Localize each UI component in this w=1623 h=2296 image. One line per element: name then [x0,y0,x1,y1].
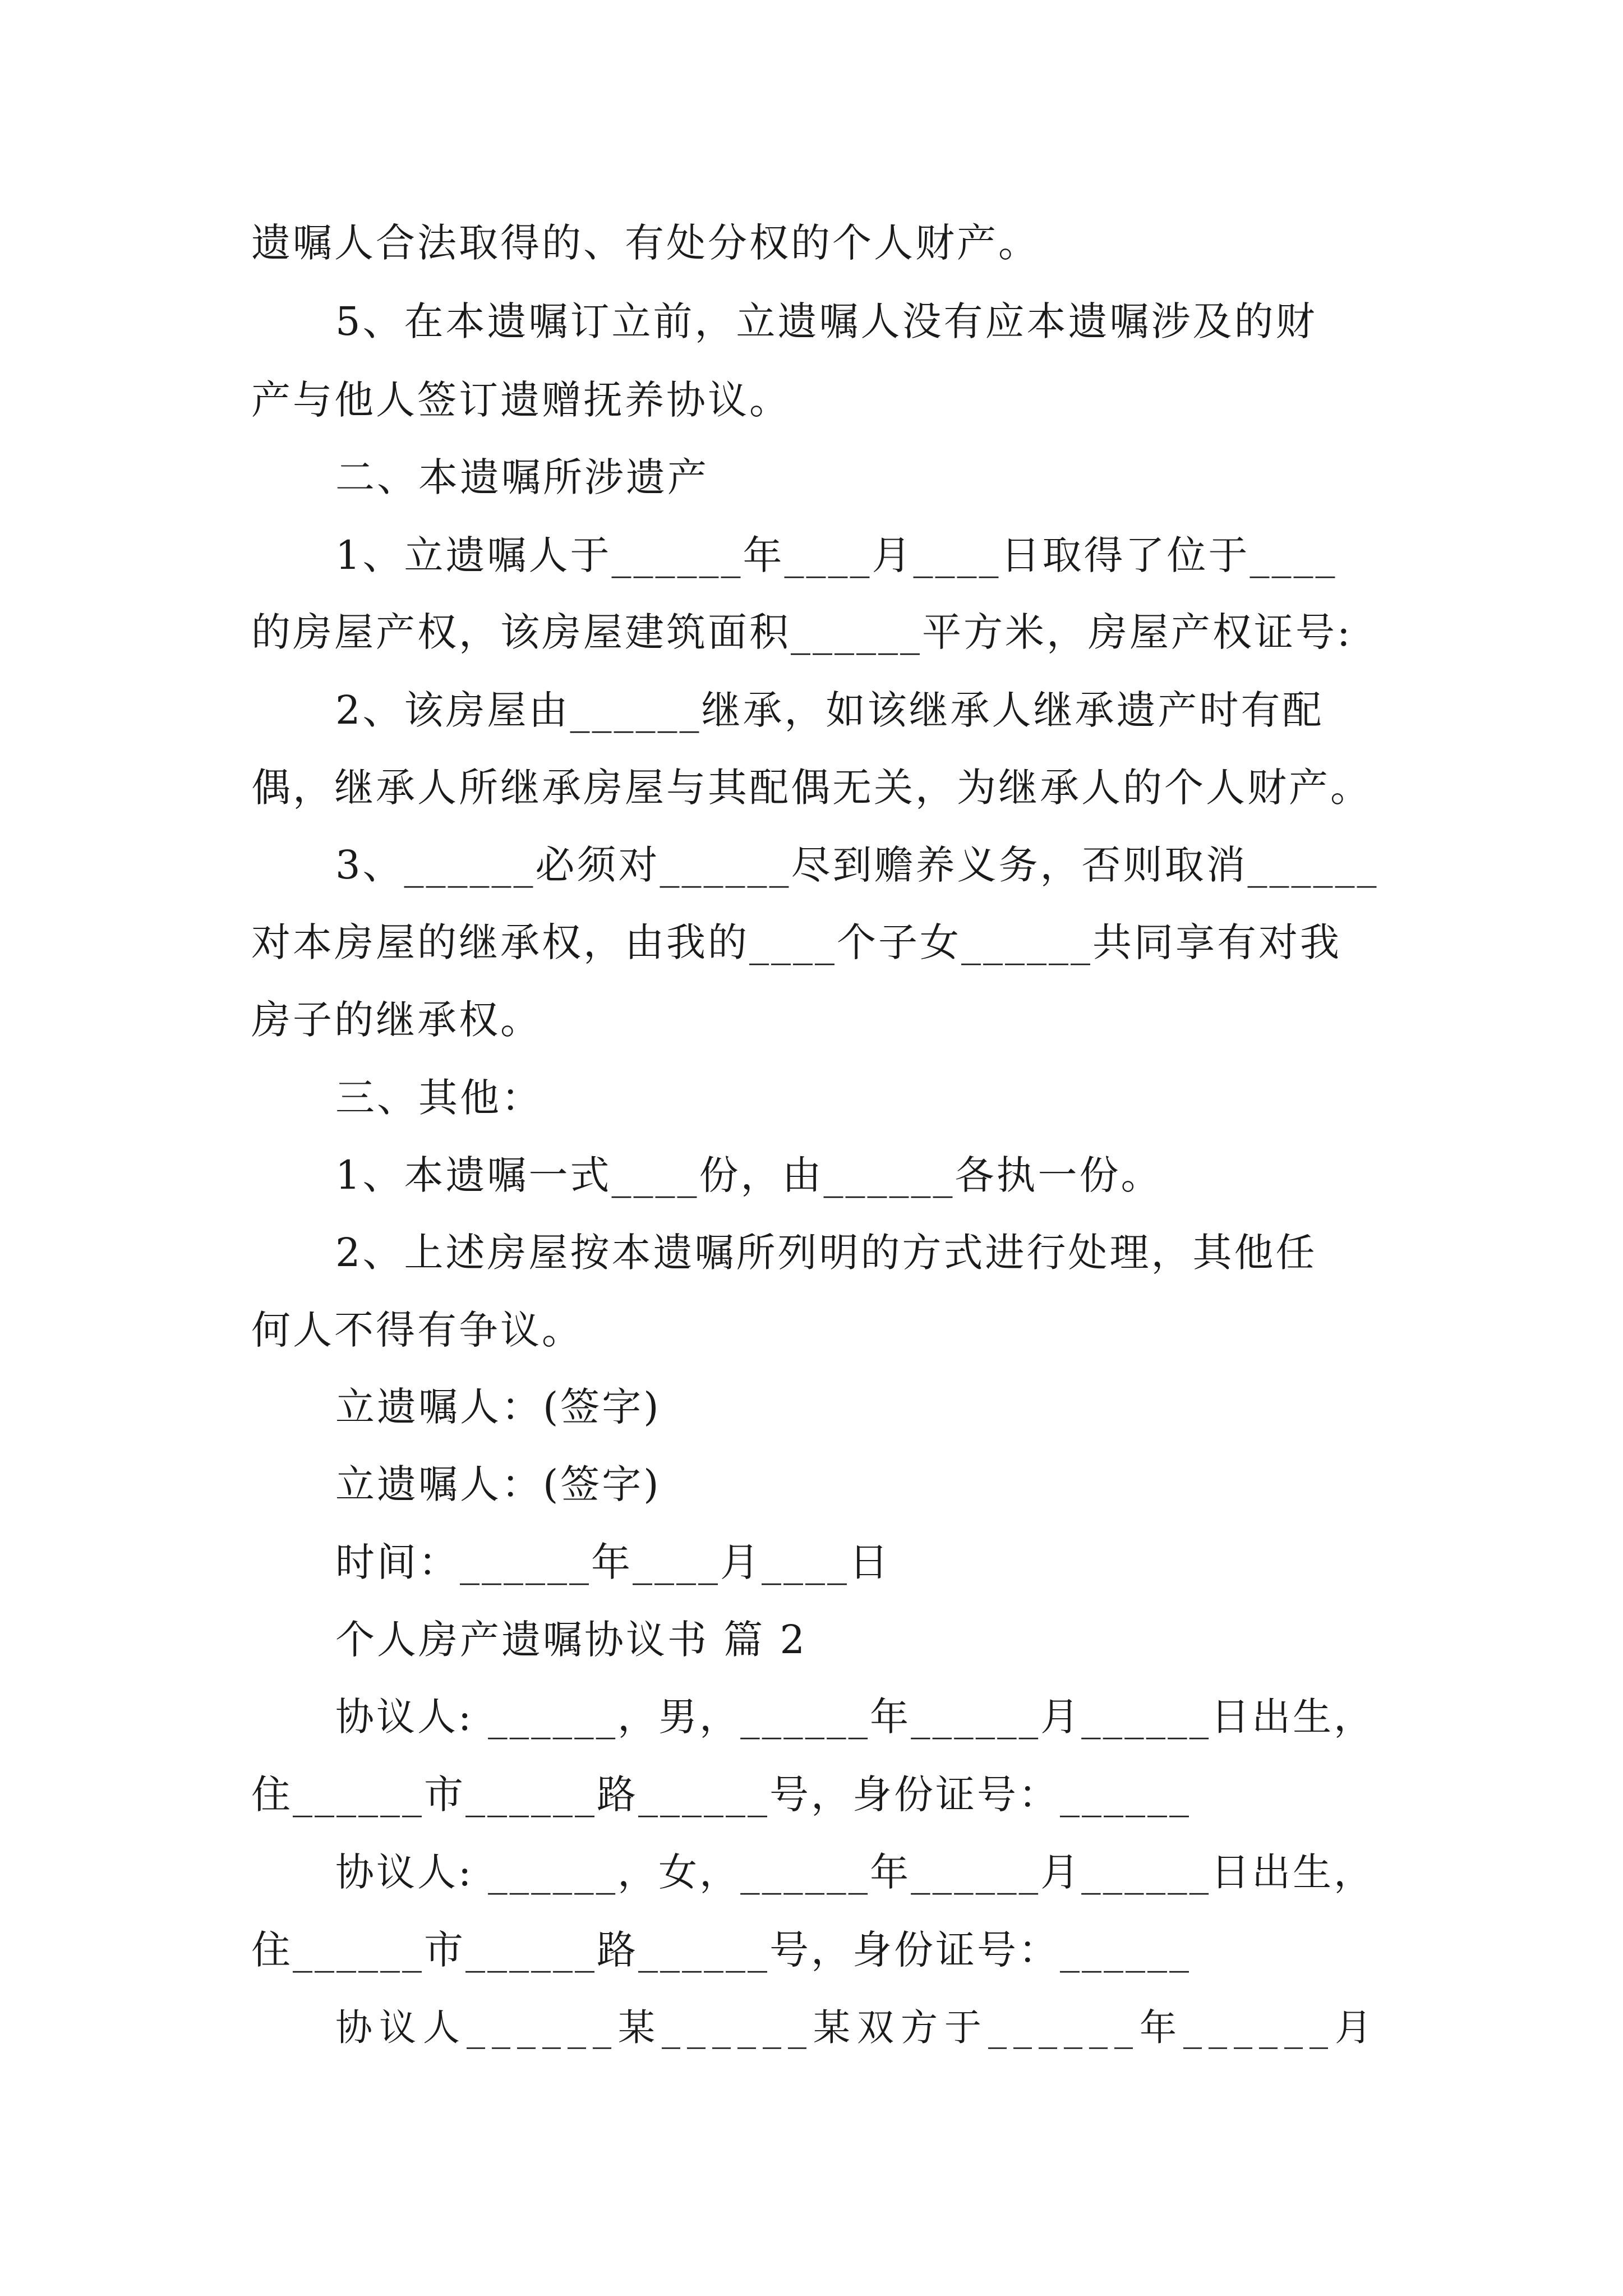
signature-line: 立遗嘱人：(签字) [335,1461,661,1507]
section-heading: 三、其他： [335,1075,543,1121]
text-line: 1、本遗嘱一式____份，由______各执一份。 [335,1152,1163,1198]
text-line: 产与他人签订遗赠抚养协议。 [251,377,791,423]
text-line: 何人不得有争议。 [251,1307,583,1353]
text-line: 2、上述房屋按本遗嘱所列明的方式进行处理，其他任 [335,1230,1317,1276]
text-line: 住______市______路______号，身份证号：______ [251,1772,1191,1818]
signature-line: 立遗嘱人：(签字) [335,1384,661,1430]
text-line: 2、该房屋由______继承，如该继承人继承遗产时有配 [335,687,1324,733]
text-line: 协议人______某______某双方于______年______月 [335,2006,1378,2049]
section-heading: 二、本遗嘱所涉遗产 [335,454,709,500]
text-line: 对本房屋的继承权，由我的____个子女______共同享有对我 [251,919,1341,965]
text-line: 遗嘱人合法取得的、有处分权的个人财产。 [251,220,1040,266]
text-line: 住______市______路______号，身份证号：______ [251,1927,1191,1973]
date-line: 时间：______年____月____日 [335,1539,891,1585]
text-line: 5、在本遗嘱订立前，立遗嘱人没有应本遗嘱涉及的财 [335,298,1317,344]
text-line: 房子的继承权。 [251,997,542,1043]
text-line: 协议人: ______，男，______年______月______日出生， [335,1695,1375,1740]
text-line: 的房屋产权，该房屋建筑面积______平方米，房屋产权证号: [251,609,1353,655]
text-line: 协议人: ______，女，______年______月______日出生， [335,1850,1375,1895]
text-line: 3、______必须对______尽到赡养义务，否则取消______ [335,842,1379,888]
text-line: 1、立遗嘱人于______年____月____日取得了位于____ [335,532,1338,578]
text-line: 偶，继承人所继承房屋与其配偶无关，为继承人的个人财产。 [251,765,1372,811]
document-title: 个人房产遗嘱协议书 篇 2 [335,1617,808,1663]
